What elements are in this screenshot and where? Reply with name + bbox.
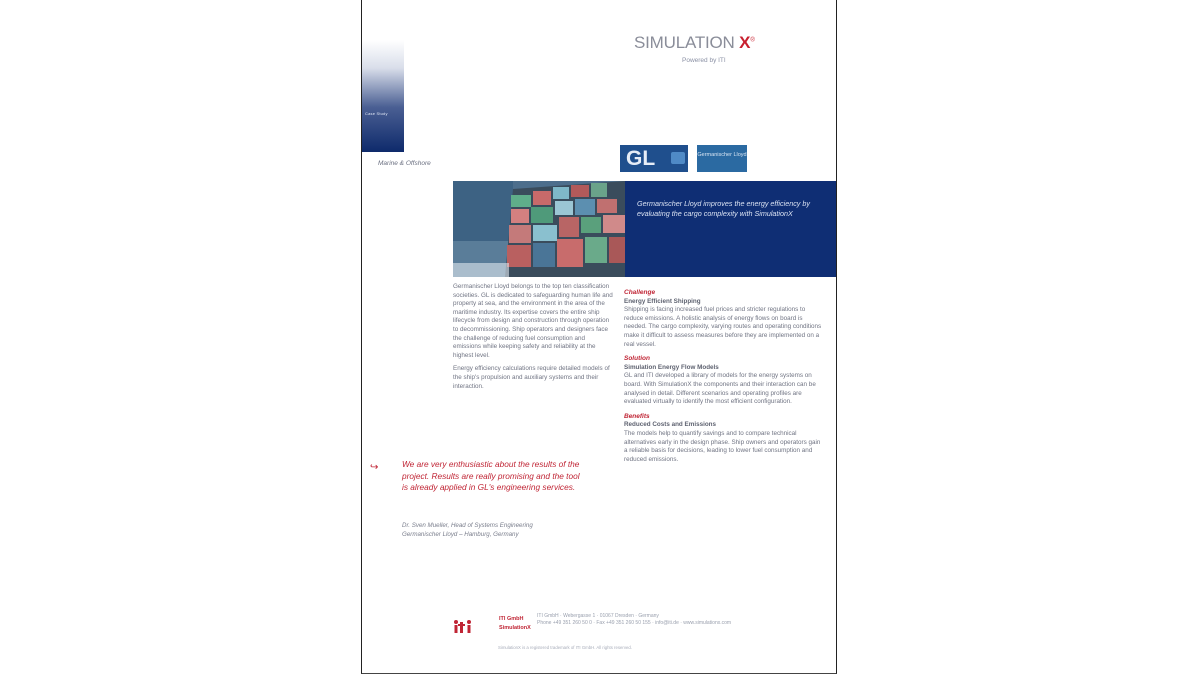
- gl-badge-label: GL: [626, 147, 656, 170]
- section-heading: Challenge: [624, 289, 656, 296]
- section-subheading: Energy Efficient Shipping: [624, 297, 701, 305]
- footer-line: Phone +49 351 260 50 0 · Fax +49 351 260 50 155 · info@iti.de · www.simulationx.com: [537, 619, 732, 626]
- section-heading: Benefits: [624, 412, 650, 420]
- partner-badge: Germanischer Lloyd: [697, 145, 747, 172]
- footer-line: ITI GmbH · Webergasse 1 · 01067 Dresden · Germany: [537, 613, 659, 619]
- logo-text: SIMULATION: [634, 33, 735, 52]
- footer-legal: SimulationX is a registered trademark of ITI GmbH. All rights reserved.: [498, 645, 632, 650]
- customer-quote: We are very enthusiastic about the results of the project. Results are really promising and the tool is already applied in GL's engineering services.: [402, 459, 580, 492]
- intro-paragraph: Germanischer Lloyd belongs to the top ten classification societies. GL is dedicated to safeguarding human life and property at sea, and the environment in the area of the maritime industry. Its expertise covers the entire ship lifecycle from design and construction through operation to decommissioning. Ship operators and designers face the challenge of reducing fuel consumption and emissions while keeping safety and reliability at the highest level.: [453, 283, 613, 359]
- intro-paragraph: Energy efficiency calculations require detailed models of the ship's propulsion and auxiliary systems and their interaction.: [453, 365, 610, 390]
- details-column: [624, 289, 824, 467]
- document-title-band: [625, 181, 837, 277]
- quote-attribution: [402, 522, 572, 539]
- section-heading: Solution: [624, 355, 650, 363]
- ship-illustration: [453, 181, 625, 277]
- quote-arrow-icon: ↪: [370, 462, 379, 473]
- attribution-name: Dr. Sven Mueller, Head of Systems Engineering: [402, 522, 533, 529]
- footer-contact: [537, 613, 782, 626]
- side-band-label: Case Study: [365, 111, 388, 116]
- section-solution: [624, 355, 824, 407]
- side-caption-line: Marine & Offshore: [378, 160, 431, 167]
- footer-labels: [499, 615, 531, 633]
- intro-column: [453, 283, 613, 396]
- footer-label: SimulationX: [499, 625, 531, 631]
- side-color-band: [362, 40, 404, 152]
- side-caption: [378, 160, 431, 168]
- iti-logo: [452, 619, 478, 633]
- gl-globe-icon: [671, 152, 685, 164]
- attribution-company: Germanischer Lloyd – Hamburg, Germany: [402, 530, 519, 538]
- footer-label: ITI GmbH: [499, 616, 524, 622]
- document-title: Germanischer Lloyd improves the energy efficiency by evaluating the cargo complexity with SimulationX: [637, 199, 810, 218]
- simulationx-logo: [634, 33, 755, 53]
- section-challenge: [624, 289, 824, 349]
- section-subheading: Simulation Energy Flow Models: [624, 363, 719, 371]
- section-body: The models help to quantify savings and to compare technical alternatives early in the design phase. Ship owners and operators gain a reliable basis for decisions, leading to lower fuel consumption and reduced emissions.: [624, 429, 821, 463]
- section-benefits: [624, 413, 824, 465]
- logo-tagline: Powered by ITI: [682, 57, 726, 64]
- container-ship-photo: [453, 181, 625, 277]
- document-page: [361, 0, 837, 674]
- section-body: Shipping is facing increased fuel prices and stricter regulations to reduce emissions. A holistic analysis of energy flows on board is needed. The cargo complexity, varying routes and operating conditions make it difficult to assess measures before they are implemented on a real vessel.: [624, 306, 822, 348]
- iti-logo-mark: [452, 619, 478, 633]
- logo-registered-mark: ®: [750, 37, 755, 44]
- section-body: GL and ITI developed a library of models for the energy systems on board. With SimulationX the components and their interaction can be analysed in detail. Different scenarios and operating profiles are evaluated virtually to identify the most efficient configuration.: [624, 372, 816, 406]
- gl-badge: [620, 145, 688, 172]
- logo-x-mark: X: [739, 33, 751, 52]
- section-subheading: Reduced Costs and Emissions: [624, 421, 717, 429]
